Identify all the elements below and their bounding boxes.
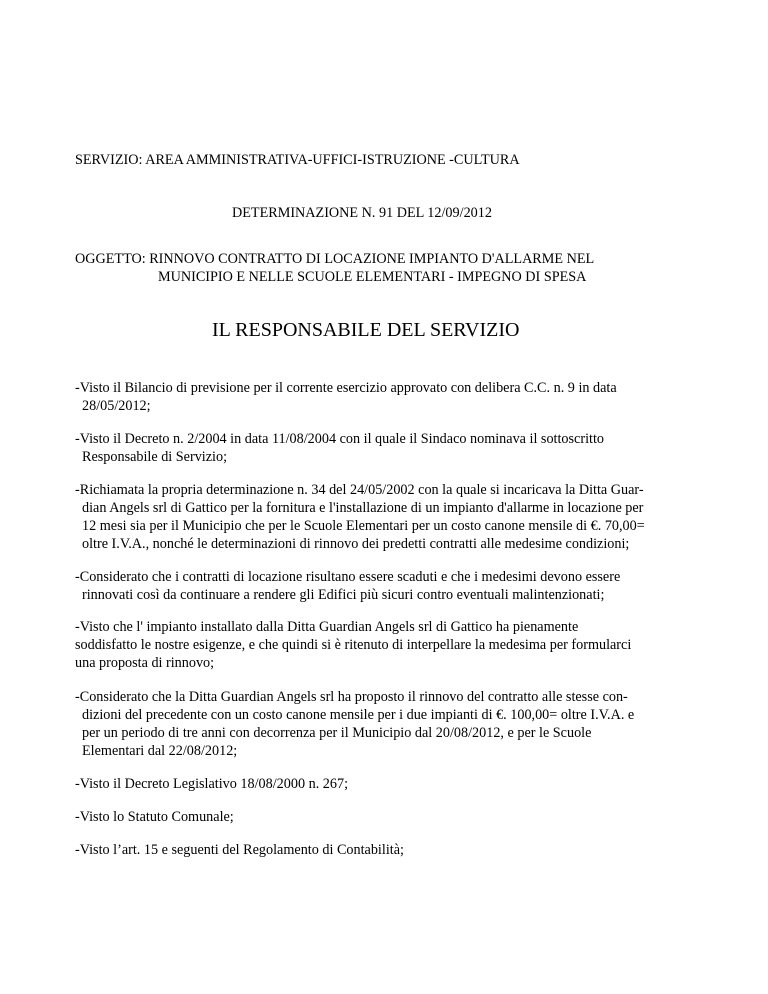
paragraph-line: per un periodo di tre anni con decorrenza per il Municipio dal 20/08/2012, e per le Scuole [82,725,592,741]
paragraph-line: dizioni del precedente con un costo canone mensile per i due impianti di €. 100,00= oltre I.V.A. e [82,707,635,723]
paragraph-line: soddisfatto le nostre esigenze, e che quindi si è ritenuto di interpellare la medesima per formularci [75,637,632,653]
paragraph-line: -Visto l’art. 15 e seguenti del Regolamento di Contabilità; [75,842,404,858]
paragraph-line: -Visto lo Statuto Comunale; [75,809,234,825]
paragraph-line: -Visto il Decreto n. 2/2004 in data 11/08/2004 con il quale il Sindaco nominava il sottoscritto [75,431,604,447]
oggetto-line-2: MUNICIPIO E NELLE SCUOLE ELEMENTARI - IMPEGNO DI SPESA [158,269,587,285]
paragraph-line: dian Angels srl di Gattico per la fornitura e l'installazione di un impianto d'allarme in locazione per [82,500,644,516]
determinazione-line: DETERMINAZIONE N. 91 DEL 12/09/2012 [232,205,492,221]
paragraph-line: -Visto che l' impianto installato dalla Ditta Guardian Angels srl di Gattico ha pienamente [75,619,579,635]
paragraph-line: 28/05/2012; [82,398,151,414]
paragraph-line: Elementari dal 22/08/2012; [82,743,238,759]
paragraph-line: -Richiamata la propria determinazione n. 34 del 24/05/2002 con la quale si incaricava la Ditta Guar- [75,482,644,498]
paragraph-line: -Visto il Bilancio di previsione per il corrente esercizio approvato con delibera C.C. n. 9 in data [75,380,617,396]
paragraph-line: Responsabile di Servizio; [82,449,228,465]
paragraph-line: -Considerato che i contratti di locazione risultano essere scaduti e che i medesimi devono essere [75,569,621,585]
paragraph-line: 12 mesi sia per il Municipio che per le Scuole Elementari per un costo canone mensile di €. 70,00= [82,518,645,534]
oggetto-line-1: OGGETTO: RINNOVO CONTRATTO DI LOCAZIONE IMPIANTO D'ALLARME NEL [75,251,595,267]
paragraph-line: rinnovati così da continuare a rendere gli Edifici più sicuri contro eventuali malintenzionati; [82,587,605,603]
paragraph-line: una proposta di rinnovo; [75,655,215,671]
paragraph-line: -Visto il Decreto Legislativo 18/08/2000 n. 267; [75,776,349,792]
paragraph-line: -Considerato che la Ditta Guardian Angels srl ha proposto il rinnovo del contratto alle stesse con- [75,689,628,705]
paragraph-line: oltre I.V.A., nonché le determinazioni di rinnovo dei predetti contratti alle medesime condizioni; [82,536,630,552]
page-title: IL RESPONSABILE DEL SERVIZIO [212,319,520,341]
servizio-line: SERVIZIO: AREA AMMINISTRATIVA-UFFICI-ISTRUZIONE -CULTURA [75,152,520,168]
